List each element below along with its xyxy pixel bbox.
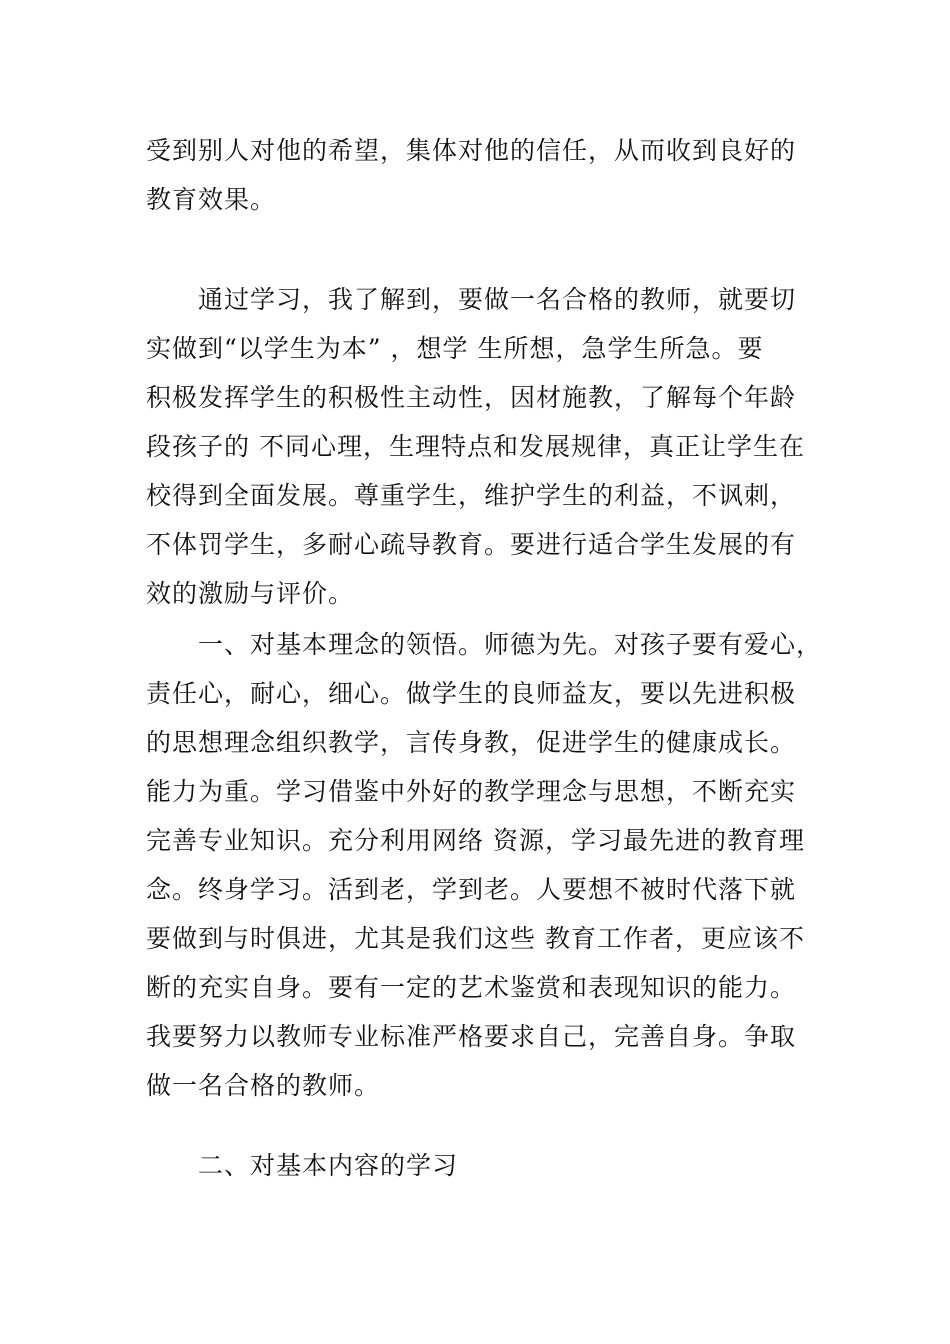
paragraph-line: 积极发挥学生的积极性主动性，因材施教，了解每个年龄 bbox=[146, 383, 797, 412]
paragraph-line: 二、对基本内容的学习 bbox=[146, 1151, 459, 1180]
paragraph-line: 责任心，耐心，细心。做学生的良师益友，要以先进积极 bbox=[146, 679, 797, 708]
paragraph-line: 我要努力以教师专业标准严格要求自己，完善自身。争取 bbox=[146, 1022, 797, 1051]
paragraph-line: 一、对基本理念的领悟。师德为先。对孩子要有爱心， bbox=[146, 630, 823, 659]
paragraph-line: 要做到与时俱进，尤其是我们这些 教育工作者，更应该不 bbox=[146, 924, 805, 953]
paragraph-line: 效的激励与评价。 bbox=[146, 579, 355, 608]
paragraph-line: 不体罚学生，多耐心疏导教育。要进行适合学生发展的有 bbox=[146, 530, 797, 559]
paragraph-line: 实做到“以学生为本” ，想学 生所想，急学生所急。要 bbox=[146, 334, 764, 363]
paragraph-line: 做一名合格的教师。 bbox=[146, 1071, 381, 1100]
paragraph-line: 断的充实自身。要有一定的艺术鉴赏和表现知识的能力。 bbox=[146, 973, 797, 1002]
paragraph-1 bbox=[146, 126, 806, 224]
paragraph-line: 受到别人对他的希望，集体对他的信任，从而收到良好的 bbox=[146, 136, 797, 165]
paragraph-line: 的思想理念组织教学，言传身教，促进学生的健康成长。 bbox=[146, 728, 797, 757]
paragraph-line: 念。终身学习。活到老，学到老。人要想不被时代落下就 bbox=[146, 875, 797, 904]
paragraph-line: 完善专业知识。充分利用网络 资源，学习最先进的教育理 bbox=[146, 826, 805, 855]
paragraph-line: 校得到全面发展。尊重学生，维护学生的利益，不讽刺， bbox=[146, 481, 797, 510]
paragraph-2 bbox=[146, 275, 806, 618]
paragraph-line: 通过学习，我了解到，要做一名合格的教师，就要切 bbox=[146, 285, 797, 314]
paragraph-line: 段孩子的 不同心理，生理特点和发展规律，真正让学生在 bbox=[146, 432, 805, 461]
paragraph-line: 教育效果。 bbox=[146, 185, 277, 214]
paragraph-3 bbox=[146, 620, 823, 1110]
paragraph-4 bbox=[146, 1141, 806, 1190]
paragraph-line: 能力为重。学习借鉴中外好的教学理念与思想，不断充实 bbox=[146, 777, 797, 806]
